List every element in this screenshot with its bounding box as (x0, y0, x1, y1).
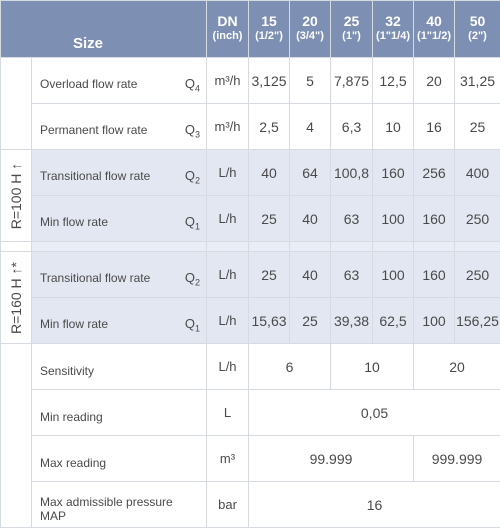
unit-cell: L/h (207, 344, 249, 390)
label-text: Max reading (40, 456, 106, 470)
unit-cell: L (207, 390, 249, 436)
value-cell: 100,8 (331, 150, 373, 196)
row-r100-min (1, 196, 500, 242)
size-header: Size (1, 1, 207, 58)
row-min-reading (1, 390, 500, 436)
row-label (32, 196, 207, 242)
value-cell: 99.999 (249, 436, 414, 482)
value-cell: 39,38 (331, 298, 373, 344)
row-overload (1, 58, 500, 104)
size-col-20 (290, 1, 331, 58)
value-cell: 40 (290, 252, 331, 298)
label-text: Min reading (40, 410, 103, 424)
size-col-50 (455, 1, 500, 58)
value-cell: 0,05 (249, 390, 500, 436)
value-cell: 5 (290, 58, 331, 104)
label-text: Min flow rate (40, 317, 108, 331)
size-dn: 40 (426, 13, 442, 29)
value-cell: 62,5 (373, 298, 414, 344)
symbol: $Q_1$ (185, 316, 200, 334)
value-cell: 63 (331, 252, 373, 298)
size-dn: 50 (470, 13, 486, 29)
size-dn: 15 (261, 13, 277, 29)
value-cell: 40 (249, 150, 290, 196)
label-text: Transitional flow rate (40, 271, 150, 285)
size-col-15 (249, 1, 290, 58)
unit-cell: m³ (207, 436, 249, 482)
dn-header (207, 1, 249, 58)
unit-cell: L/h (207, 196, 249, 242)
value-cell: 25 (455, 104, 500, 150)
row-label (32, 390, 207, 436)
ratio-label: R=100 H ↑ (8, 162, 24, 229)
value-cell: 25 (249, 196, 290, 242)
row-label (32, 104, 207, 150)
size-dn: 25 (344, 13, 360, 29)
value-cell: 12,5 (373, 58, 414, 104)
row-map (1, 482, 500, 528)
size-inch: (1") (331, 29, 372, 44)
size-inch: (3/4") (290, 29, 330, 44)
row-label (32, 344, 207, 390)
row-label (32, 436, 207, 482)
value-cell: 999.999 (414, 436, 500, 482)
symbol: $Q_4$ (185, 76, 200, 94)
value-cell: 25 (249, 252, 290, 298)
row-r100-transitional (1, 150, 500, 196)
value-cell: 10 (331, 344, 414, 390)
value-cell: 10 (373, 104, 414, 150)
value-cell: 4 (290, 104, 331, 150)
value-cell: 100 (373, 196, 414, 242)
value-cell: 16 (414, 104, 455, 150)
row-r160-min (1, 298, 500, 344)
unit-cell: m³/h (207, 104, 249, 150)
value-cell: 160 (414, 196, 455, 242)
blank-cell (1, 58, 32, 150)
value-cell: 64 (290, 150, 331, 196)
unit-cell: L/h (207, 150, 249, 196)
value-cell: 63 (331, 196, 373, 242)
value-cell: 2,5 (249, 104, 290, 150)
ratio-r100 (1, 150, 32, 242)
symbol: $Q_3$ (185, 122, 200, 140)
ratio-label: R=160 H ↑* (8, 262, 24, 334)
size-dn: 20 (302, 13, 318, 29)
value-cell: 6,3 (331, 104, 373, 150)
symbol: $Q_1$ (185, 214, 200, 232)
label-text: Sensitivity (40, 364, 94, 378)
value-cell: 160 (414, 252, 455, 298)
label-text: Transitional flow rate (40, 169, 150, 183)
unit-cell: m³/h (207, 58, 249, 104)
label-text: Min flow rate (40, 215, 108, 229)
value-cell: 7,875 (331, 58, 373, 104)
label-text: Permanent flow rate (40, 123, 147, 137)
symbol: $Q_2$ (185, 168, 200, 186)
blank-cell (1, 344, 32, 528)
value-cell: 20 (414, 344, 500, 390)
unit-cell: L/h (207, 298, 249, 344)
row-label (32, 252, 207, 298)
row-label (32, 58, 207, 104)
size-inch: (1"1/2) (414, 29, 454, 44)
value-cell: 256 (414, 150, 455, 196)
value-cell: 16 (249, 482, 500, 528)
value-cell: 156,25 (455, 298, 500, 344)
row-r160-transitional (1, 252, 500, 298)
header-row (1, 1, 500, 58)
ratio-r160 (1, 252, 32, 344)
row-label (32, 298, 207, 344)
symbol: $Q_2$ (185, 270, 200, 288)
row-permanent (1, 104, 500, 150)
size-col-32 (373, 1, 414, 58)
value-cell: 160 (373, 150, 414, 196)
value-cell: 3,125 (249, 58, 290, 104)
unit-cell: L/h (207, 252, 249, 298)
value-cell: 25 (290, 298, 331, 344)
value-cell: 250 (455, 196, 500, 242)
value-cell: 250 (455, 252, 500, 298)
size-inch: (1/2") (249, 29, 289, 44)
row-label (32, 482, 207, 528)
value-cell: 31,25 (455, 58, 500, 104)
row-label (32, 150, 207, 196)
dn-sub: (inch) (207, 29, 248, 44)
size-col-25 (331, 1, 373, 58)
separator-row (1, 242, 500, 252)
value-cell: 20 (414, 58, 455, 104)
size-inch: (1"1/4) (373, 29, 413, 44)
size-dn: 32 (385, 13, 401, 29)
size-col-40 (414, 1, 455, 58)
unit-cell: bar (207, 482, 249, 528)
row-max-reading (1, 436, 500, 482)
value-cell: 40 (290, 196, 331, 242)
value-cell: 100 (373, 252, 414, 298)
dn-label: DN (217, 13, 237, 29)
value-cell: 15,63 (249, 298, 290, 344)
label-text: Max admissible pressure MAP (40, 495, 200, 523)
size-inch: (2") (455, 29, 500, 44)
row-sensitivity (1, 344, 500, 390)
value-cell: 100 (414, 298, 455, 344)
value-cell: 400 (455, 150, 500, 196)
label-text: Overload flow rate (40, 77, 137, 91)
value-cell: 6 (249, 344, 331, 390)
